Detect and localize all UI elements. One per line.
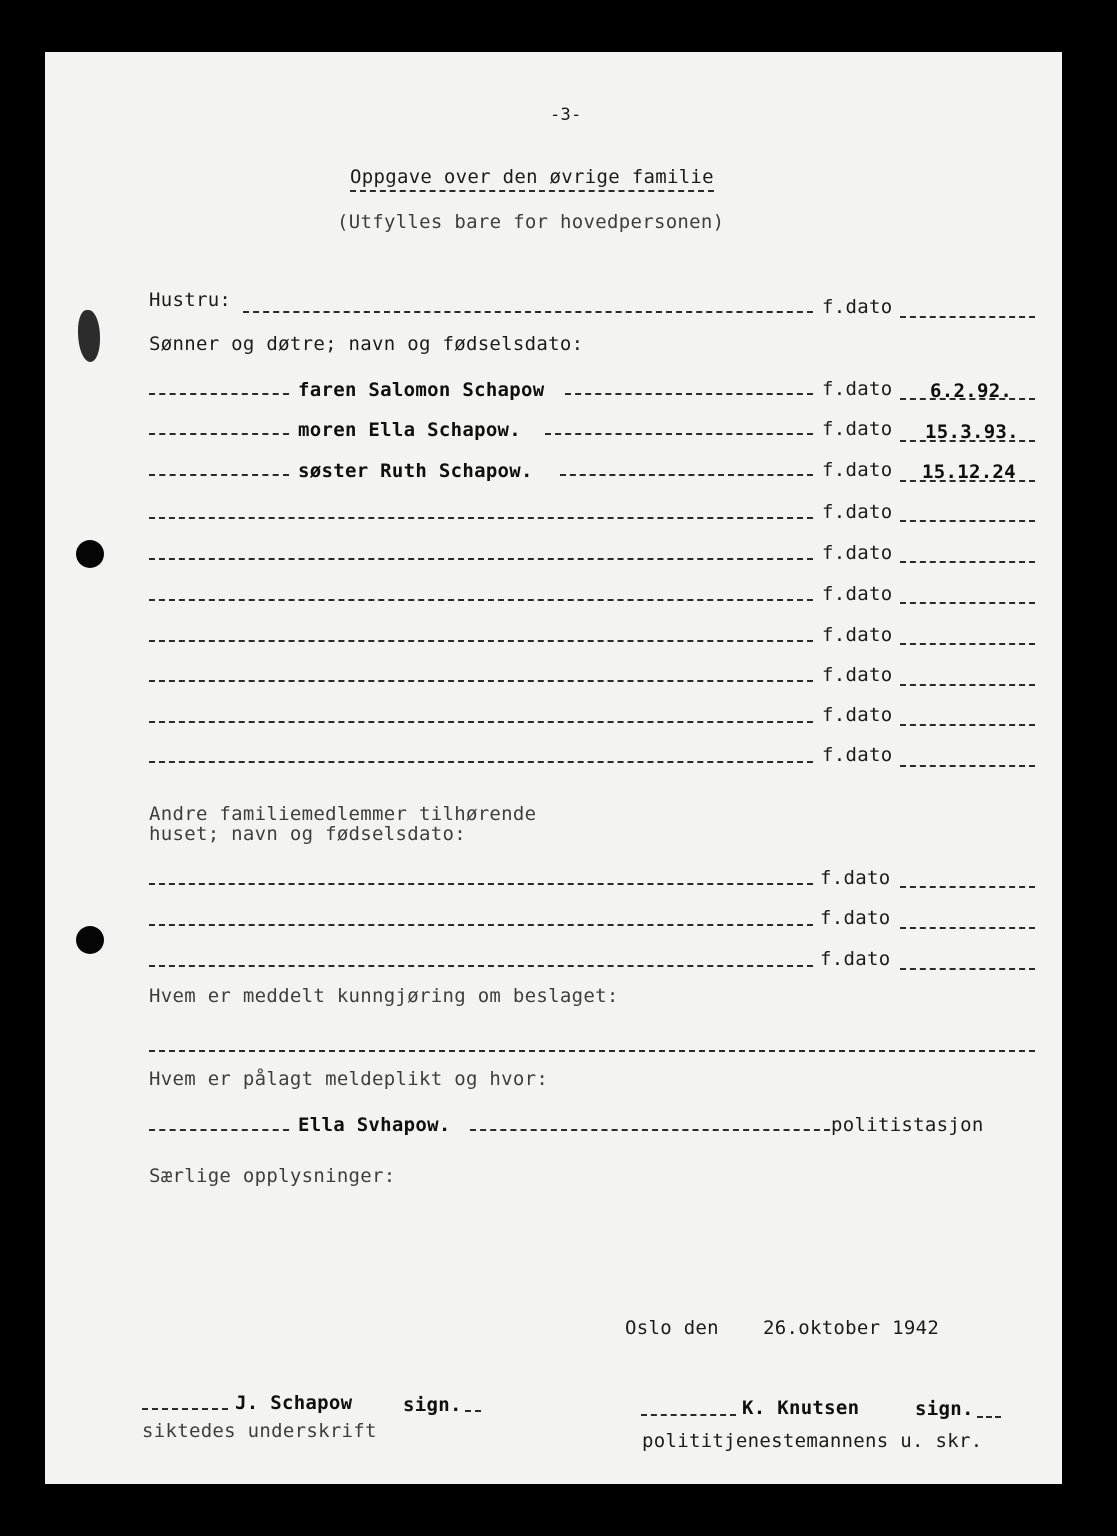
other-date-line: [900, 927, 1035, 929]
right-signature-trail-line: [977, 1416, 1001, 1418]
left-signature-sign: sign.: [403, 1394, 462, 1416]
empty-date-line: [900, 602, 1035, 604]
family-date-1: 6.2.92.: [930, 380, 1013, 402]
empty-fdato-label: f.dato: [822, 704, 893, 726]
empty-row-line: [149, 680, 813, 682]
family-row-trail-line: [565, 393, 813, 395]
family-fdato-label-3: f.dato: [822, 459, 893, 481]
family-row-trail-line: [560, 474, 813, 476]
family-date-3: 15.12.24: [922, 461, 1016, 483]
hustru-fdato-label: f.dato: [822, 296, 893, 318]
empty-row-line: [149, 640, 813, 642]
empty-date-line: [900, 643, 1035, 645]
document-page: [45, 52, 1062, 1484]
empty-row-line: [149, 558, 813, 560]
family-name-1: faren Salomon Schapow: [298, 379, 545, 401]
empty-fdato-label: f.dato: [822, 583, 893, 605]
reporting-place: politistasjon: [831, 1114, 984, 1136]
other-date-line: [900, 886, 1035, 888]
empty-row-line: [149, 599, 813, 601]
reporting-lead-line: [149, 1129, 289, 1131]
family-name-2: moren Ella Schapow.: [298, 419, 522, 441]
left-signature-caption: siktedes underskrift: [142, 1420, 377, 1442]
punch-hole-bottom: [76, 926, 104, 954]
other-fdato-label: f.dato: [820, 948, 891, 970]
family-date-2: 15.3.93.: [925, 421, 1019, 443]
right-signature-sign: sign.: [915, 1398, 974, 1420]
empty-row-line: [149, 721, 813, 723]
other-fdato-label: f.dato: [820, 867, 891, 889]
punch-hole-top: [76, 540, 104, 568]
left-signature-name: J. Schapow: [235, 1392, 353, 1414]
reporting-name: Ella Svhapow.: [298, 1114, 451, 1136]
empty-fdato-label: f.dato: [822, 542, 893, 564]
family-row-lead-line: [149, 393, 289, 395]
form-subtitle: (Utfylles bare for hovedpersonen): [337, 211, 725, 233]
empty-date-line: [900, 520, 1035, 522]
family-name-3: søster Ruth Schapow.: [298, 460, 533, 482]
family-row-lead-line: [149, 433, 289, 435]
ink-smudge: [78, 310, 100, 362]
hustru-line: [243, 311, 813, 313]
other-fdato-label: f.dato: [820, 907, 891, 929]
right-signature-name: K. Knutsen: [742, 1397, 860, 1419]
other-members-label-2: huset; navn og fødselsdato:: [149, 823, 466, 845]
left-signature-lead-line: [142, 1408, 228, 1410]
empty-date-line: [900, 765, 1035, 767]
other-row-line: [149, 965, 813, 967]
notified-label: Hvem er meddelt kunngjøring om beslaget:: [149, 985, 619, 1007]
empty-row-line: [149, 517, 813, 519]
empty-fdato-label: f.dato: [822, 664, 893, 686]
date: 26.oktober 1942: [763, 1317, 940, 1339]
family-row-lead-line: [149, 474, 289, 476]
reporting-trail-line: [470, 1129, 830, 1131]
page-number: -3-: [550, 105, 582, 125]
empty-date-line: [900, 684, 1035, 686]
empty-row-line: [149, 761, 813, 763]
special-info-label: Særlige opplysninger:: [149, 1165, 396, 1187]
empty-date-line: [900, 561, 1035, 563]
other-row-line: [149, 924, 813, 926]
empty-fdato-label: f.dato: [822, 744, 893, 766]
place: Oslo den: [625, 1317, 719, 1339]
other-row-line: [149, 883, 813, 885]
family-fdato-label-2: f.dato: [822, 418, 893, 440]
family-fdato-label-1: f.dato: [822, 378, 893, 400]
empty-date-line: [900, 724, 1035, 726]
hustru-date-line: [900, 316, 1035, 318]
hustru-label: Hustru:: [149, 289, 232, 311]
empty-fdato-label: f.dato: [822, 501, 893, 523]
empty-fdato-label: f.dato: [822, 624, 893, 646]
right-signature-caption: polititjenestemannens u. skr.: [642, 1430, 983, 1452]
form-title: Oppgave over den øvrige familie: [350, 166, 714, 192]
left-signature-trail-line: [465, 1410, 481, 1412]
family-row-trail-line: [545, 433, 813, 435]
notified-line: [149, 1050, 1035, 1052]
right-signature-lead-line: [641, 1414, 736, 1416]
children-label: Sønner og døtre; navn og fødselsdato:: [149, 333, 584, 355]
other-members-label-1: Andre familiemedlemmer tilhørende: [149, 803, 537, 825]
reporting-label: Hvem er pålagt meldeplikt og hvor:: [149, 1068, 549, 1090]
other-date-line: [900, 968, 1035, 970]
